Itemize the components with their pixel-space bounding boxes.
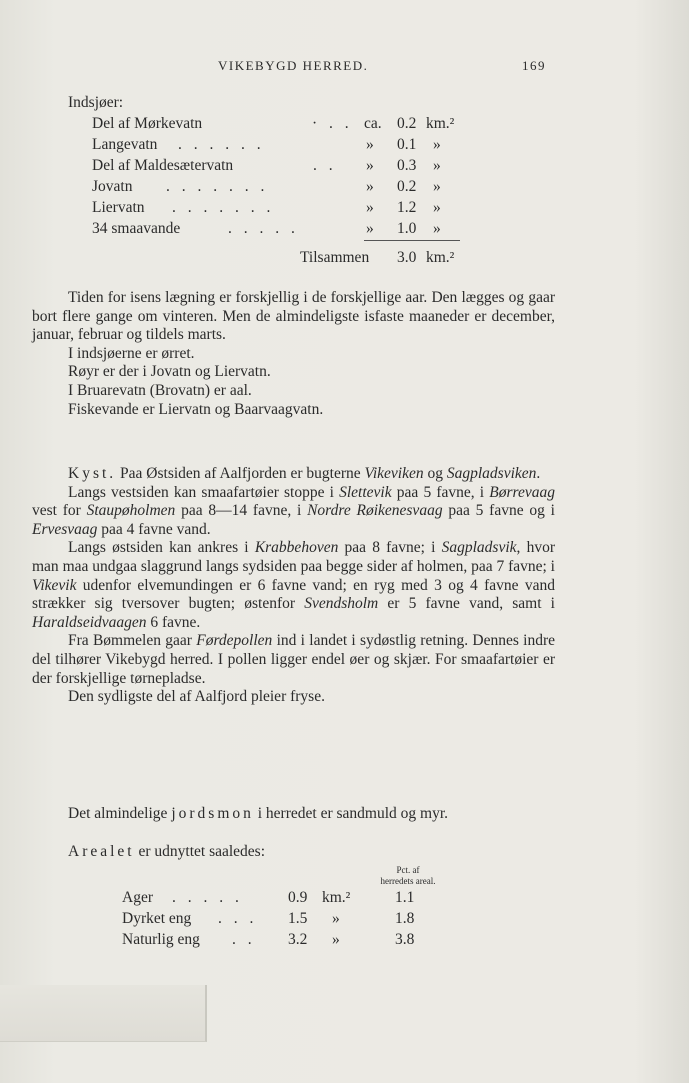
lake-prefix: »	[366, 157, 374, 174]
leader-dots: . . . . . . .	[172, 199, 275, 216]
leader-dots: . .	[232, 931, 256, 948]
area-pct: 3.8	[395, 931, 415, 948]
lake-unit: »	[433, 178, 441, 195]
lake-prefix: »	[366, 199, 374, 216]
running-head: VIKEBYGD HERRED.	[218, 58, 369, 73]
lakes-heading: Indsjøer:	[68, 94, 124, 111]
area-pct: 1.8	[395, 910, 415, 927]
lake-unit: »	[433, 220, 441, 237]
fishing-waters-line: Fiskevande er Liervatn og Baarvaagvatn.	[68, 400, 324, 418]
page-number: 169	[522, 58, 546, 73]
lake-name: Del af Mørkevatn	[92, 115, 203, 132]
pct-column-header: Pct. af herredets areal.	[380, 865, 436, 886]
leader-dots: . . . . . . .	[166, 178, 269, 195]
lake-name: Jovatn	[92, 178, 133, 195]
trout-line: I indsjøerne er ørret.	[68, 344, 195, 362]
char-line: Røyr er der i Jovatn og Liervatn.	[68, 363, 271, 381]
lake-name: Liervatn	[92, 199, 145, 216]
coast-paragraph-1: Kyst. Paa Østsiden af Aalfjorden er bugterne Vikeviken og Sagpladsviken.	[68, 465, 541, 482]
area-keyword: Arealet	[68, 843, 135, 860]
ice-paragraph: Tiden for isens lægning er forskjellig i de forskjellige aar. Den lægges og gaar bort flere gange om vinteren. Men de almindeligste isfaste maaneder er december, januar, februar og tildels marts.	[32, 289, 555, 344]
area-value: 1.5	[288, 910, 308, 927]
soil-keyword: jordsmon	[171, 805, 254, 822]
coast-paragraph-2: Langs vestsiden kan smaafartøier stoppe i Slettevik paa 5 favne, i Børrevaag vest for Staupøholmen paa 8—14 favne, i Nordre Røikenesvaag paa 5 favne og i Ervesvaag paa 4 favne vand.	[32, 483, 555, 538]
eel-line: I Bruarevatn (Brovatn) er aal.	[68, 381, 252, 399]
total-value: 3.0	[397, 249, 417, 266]
leader-dots: · . .	[312, 115, 353, 132]
area-unit: »	[332, 931, 340, 948]
area-unit: »	[332, 910, 340, 927]
area-value: 0.9	[288, 889, 308, 906]
lake-value: 1.0	[397, 220, 417, 237]
leader-dots: . .	[313, 157, 337, 174]
area-name: Dyrket eng	[122, 910, 192, 927]
lake-prefix: »	[366, 220, 374, 237]
lake-name: Langevatn	[92, 136, 158, 153]
lake-value: 0.2	[397, 178, 417, 195]
lake-name: 34 smaavande	[92, 220, 181, 237]
area-value: 3.2	[288, 931, 308, 948]
soil-line: Det almindelige jordsmon i herredet er sandmuld og myr.	[68, 805, 449, 822]
total-label: Tilsammen	[300, 249, 370, 266]
text-block-coast	[32, 465, 555, 707]
lake-value: 0.2	[397, 115, 417, 132]
lake-value: 0.3	[397, 157, 417, 174]
leader-dots: . . .	[218, 910, 258, 927]
coast-paragraph-5: Den sydligste del af Aalfjord pleier fryse.	[68, 688, 325, 706]
sum-rule	[364, 240, 460, 241]
lake-unit: »	[433, 157, 441, 174]
area-unit: km.²	[322, 889, 351, 906]
total-unit: km.²	[426, 249, 455, 266]
text-block-ice	[32, 289, 555, 419]
page-edge-shadow	[0, 985, 207, 1042]
area-name: Naturlig eng	[122, 931, 200, 948]
area-name: Ager	[122, 889, 153, 906]
leader-dots: . . . . .	[228, 220, 299, 237]
lake-prefix: »	[366, 178, 374, 195]
coast-keyword: Kyst.	[68, 465, 117, 482]
lake-prefix: »	[366, 136, 374, 153]
lake-value: 0.1	[397, 136, 417, 153]
lake-unit: »	[433, 136, 441, 153]
lake-unit: km.²	[426, 115, 455, 132]
area-intro: Arealet er udnyttet saaledes:	[68, 843, 266, 860]
lake-name: Del af Maldesætervatn	[92, 157, 234, 174]
coast-paragraph-4: Fra Bømmelen gaar Førdepollen ind i landet i sydøstlig retning. Dennes indre del tilhører Vikebygd herred. I pollen ligger endel øer og skjær. For smaafartøier er der forskjellige tørnepladse.	[32, 632, 555, 687]
area-pct: 1.1	[395, 889, 415, 906]
lake-unit: »	[433, 199, 441, 216]
lake-prefix: ca.	[364, 115, 382, 132]
coast-paragraph-3: Langs østsiden kan ankres i Krabbehoven paa 8 favne; i Sagpladsvik, hvor man maa undgaa slaggrund langs sydsiden paa begge sider af holmen, paa 7 favne; i Vikevik udenfor elvemundingen er 6 favne vand; en ryg med 3 og 4 favne vand strækker sig tversover bugten; østenfor Svendsholm er 5 favne vand, samt i Haraldseidvaagen 6 favne.	[32, 539, 555, 631]
lake-value: 1.2	[397, 199, 417, 216]
leader-dots: . . . . . .	[178, 136, 265, 153]
leader-dots: . . . . .	[172, 889, 243, 906]
